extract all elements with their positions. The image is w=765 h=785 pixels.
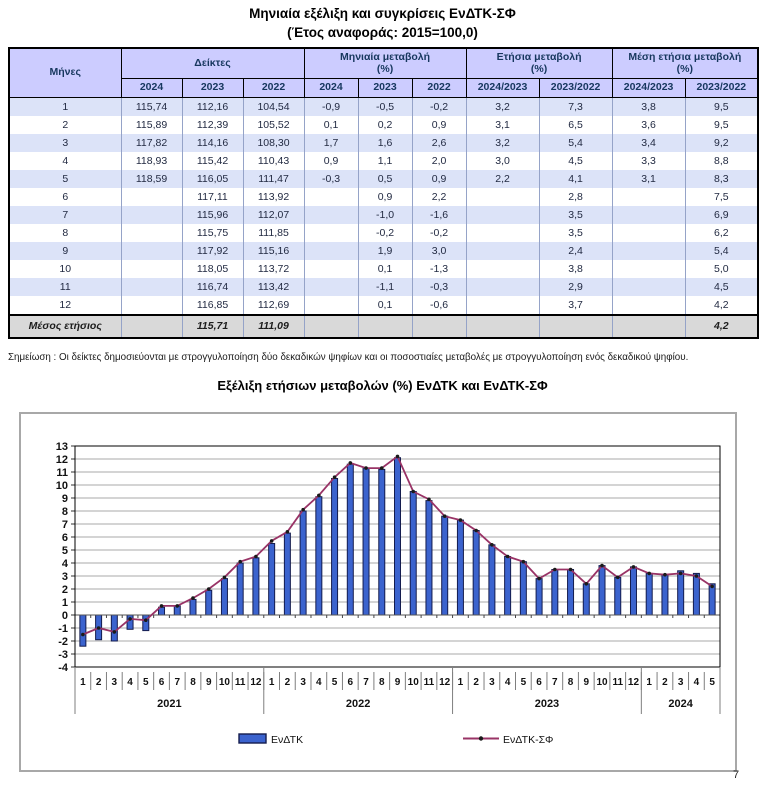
month-cell: 7 xyxy=(9,206,121,224)
bars-series xyxy=(80,458,715,647)
svg-text:4: 4 xyxy=(61,557,68,570)
value-cell: 3,3 xyxy=(612,152,685,170)
legend-bar-swatch xyxy=(239,734,266,743)
value-cell: 0,1 xyxy=(358,296,412,315)
value-cell: 116,85 xyxy=(182,296,243,315)
value-cell: 3,1 xyxy=(466,116,539,134)
value-cell: -0,2 xyxy=(412,97,466,116)
table-footer xyxy=(9,315,758,338)
value-cell: 2,8 xyxy=(539,188,612,206)
svg-text:12: 12 xyxy=(627,677,640,688)
footer-value-cell xyxy=(121,315,182,338)
y-axis-labels xyxy=(56,441,75,674)
table-row xyxy=(9,152,758,170)
value-cell xyxy=(612,260,685,278)
svg-text:1: 1 xyxy=(61,596,68,609)
month-cell: 12 xyxy=(9,296,121,315)
month-cell: 3 xyxy=(9,134,121,152)
svg-text:10: 10 xyxy=(55,479,68,492)
col-group-avg-annual-change: Μέση ετήσια μεταβολή (%) xyxy=(612,48,758,78)
svg-text:5: 5 xyxy=(61,544,68,557)
value-cell: 8,8 xyxy=(685,152,758,170)
svg-text:6: 6 xyxy=(61,531,68,544)
svg-text:9: 9 xyxy=(583,677,590,688)
value-cell: 115,89 xyxy=(121,116,182,134)
zero-axis xyxy=(75,615,720,618)
value-cell xyxy=(466,278,539,296)
value-cell xyxy=(612,188,685,206)
footer-value-cell xyxy=(612,315,685,338)
svg-text:7: 7 xyxy=(552,677,558,688)
month-cell: 2 xyxy=(9,116,121,134)
value-cell: 1,7 xyxy=(304,134,358,152)
legend-bar-label: ΕνΔΤΚ xyxy=(271,734,304,746)
month-cell: 5 xyxy=(9,170,121,188)
value-cell: 1,9 xyxy=(358,242,412,260)
svg-text:11: 11 xyxy=(423,677,435,688)
footer-label-cell: Μέσος ετήσιος xyxy=(9,315,121,338)
footer-value-cell xyxy=(466,315,539,338)
svg-text:2021: 2021 xyxy=(157,698,182,710)
value-cell: 9,5 xyxy=(685,97,758,116)
value-cell: 115,16 xyxy=(243,242,304,260)
svg-text:6: 6 xyxy=(347,677,354,688)
value-cell: 0,9 xyxy=(358,188,412,206)
value-cell: 2,4 xyxy=(539,242,612,260)
value-cell xyxy=(612,224,685,242)
value-cell: -0,5 xyxy=(358,97,412,116)
svg-text:10: 10 xyxy=(407,677,419,688)
value-cell xyxy=(304,242,358,260)
subcol-year: 2022 xyxy=(412,78,466,97)
svg-text:3: 3 xyxy=(300,677,306,688)
value-cell: -1,0 xyxy=(358,206,412,224)
value-cell: 6,2 xyxy=(685,224,758,242)
value-cell xyxy=(121,242,182,260)
value-cell: 3,1 xyxy=(612,170,685,188)
value-cell: 115,42 xyxy=(182,152,243,170)
value-cell: 0,1 xyxy=(304,116,358,134)
footer-value-cell: 111,09 xyxy=(243,315,304,338)
value-cell: 4,5 xyxy=(685,278,758,296)
value-cell: 111,47 xyxy=(243,170,304,188)
value-cell xyxy=(121,206,182,224)
svg-text:-3: -3 xyxy=(58,648,68,661)
month-cell: 9 xyxy=(9,242,121,260)
month-cell: 4 xyxy=(9,152,121,170)
value-cell: 2,9 xyxy=(539,278,612,296)
value-cell: 3,5 xyxy=(539,224,612,242)
value-cell: 114,16 xyxy=(182,134,243,152)
subcol-year-ratio: 2023/2022 xyxy=(685,78,758,97)
svg-text:3: 3 xyxy=(111,677,118,688)
indices-table xyxy=(8,47,759,339)
footer-value-cell xyxy=(304,315,358,338)
svg-text:2: 2 xyxy=(662,677,668,688)
svg-text:2: 2 xyxy=(473,677,479,688)
svg-text:4: 4 xyxy=(693,677,700,688)
value-cell: 6,9 xyxy=(685,206,758,224)
svg-text:12: 12 xyxy=(55,453,68,466)
value-cell: 7,3 xyxy=(539,97,612,116)
value-cell xyxy=(121,278,182,296)
subcol-year-ratio: 2023/2022 xyxy=(539,78,612,97)
table-footer-row xyxy=(9,315,758,338)
svg-text:8: 8 xyxy=(190,677,196,688)
subcol-year-ratio: 2024/2023 xyxy=(612,78,685,97)
svg-text:11: 11 xyxy=(612,677,624,688)
page-number: 7 xyxy=(733,769,740,781)
subcol-year: 2023 xyxy=(358,78,412,97)
table-row xyxy=(9,296,758,315)
svg-text:-1: -1 xyxy=(58,622,68,635)
svg-text:3: 3 xyxy=(489,677,495,688)
svg-text:4: 4 xyxy=(127,677,133,688)
value-cell: 7,5 xyxy=(685,188,758,206)
subcol-year: 2024 xyxy=(121,78,182,97)
svg-text:-4: -4 xyxy=(58,661,68,674)
value-cell: 3,7 xyxy=(539,296,612,315)
table-note: Σημείωση : Οι δείκτες δημοσιεύονται με στρογγυλοποίηση δύο δεκαδικών ψηφίων και οι ποσοστιαίες μεταβολές με στρογγυλοποίηση ενός δεκαδικού ψηφίου. xyxy=(8,352,689,363)
svg-text:10: 10 xyxy=(218,677,231,688)
value-cell: 118,59 xyxy=(121,170,182,188)
table-row xyxy=(9,97,758,116)
value-cell xyxy=(304,206,358,224)
value-cell xyxy=(466,242,539,260)
svg-text:1: 1 xyxy=(268,677,275,688)
value-cell xyxy=(304,188,358,206)
value-cell: 5,4 xyxy=(685,242,758,260)
month-cell: 6 xyxy=(9,188,121,206)
svg-text:10: 10 xyxy=(596,677,608,688)
value-cell: -1,1 xyxy=(358,278,412,296)
value-cell: 9,5 xyxy=(685,116,758,134)
svg-text:2: 2 xyxy=(284,677,291,688)
svg-text:9: 9 xyxy=(61,492,68,505)
table-body xyxy=(9,97,758,315)
subcol-year-ratio: 2024/2023 xyxy=(466,78,539,97)
svg-text:1: 1 xyxy=(457,677,464,688)
table-row xyxy=(9,224,758,242)
value-cell: 3,8 xyxy=(612,97,685,116)
svg-text:6: 6 xyxy=(536,677,542,688)
value-cell: 0,1 xyxy=(358,260,412,278)
table-row xyxy=(9,188,758,206)
value-cell xyxy=(466,188,539,206)
value-cell: 115,74 xyxy=(121,97,182,116)
value-cell: 117,11 xyxy=(182,188,243,206)
value-cell: 113,72 xyxy=(243,260,304,278)
value-cell: 1,6 xyxy=(358,134,412,152)
value-cell: 8,3 xyxy=(685,170,758,188)
svg-text:7: 7 xyxy=(61,518,68,531)
subcol-year: 2024 xyxy=(304,78,358,97)
month-cell: 1 xyxy=(9,97,121,116)
col-group-monthly-change: Μηνιαία μεταβολή (%) xyxy=(304,48,466,78)
value-cell: 108,30 xyxy=(243,134,304,152)
title-line1: Μηνιαία εξέλιξη και συγκρίσεις ΕνΔΤΚ-ΣΦ xyxy=(249,6,516,21)
svg-text:-2: -2 xyxy=(58,635,68,648)
footer-value-cell xyxy=(412,315,466,338)
value-cell xyxy=(466,224,539,242)
svg-text:1: 1 xyxy=(646,677,652,688)
value-cell xyxy=(466,206,539,224)
value-cell: 118,05 xyxy=(182,260,243,278)
value-cell: 113,92 xyxy=(243,188,304,206)
value-cell xyxy=(466,296,539,315)
value-cell xyxy=(612,296,685,315)
col-group-annual-change: Ετήσια μεταβολή (%) xyxy=(466,48,612,78)
value-cell: -1,3 xyxy=(412,260,466,278)
value-cell: 3,5 xyxy=(539,206,612,224)
table-row xyxy=(9,134,758,152)
month-cell: 8 xyxy=(9,224,121,242)
value-cell: -0,2 xyxy=(412,224,466,242)
value-cell: 9,2 xyxy=(685,134,758,152)
value-cell: 0,9 xyxy=(412,116,466,134)
value-cell: 3,0 xyxy=(466,152,539,170)
svg-text:2: 2 xyxy=(95,677,102,688)
value-cell: 1,1 xyxy=(358,152,412,170)
svg-text:9: 9 xyxy=(205,677,212,688)
value-cell: 112,07 xyxy=(243,206,304,224)
svg-text:11: 11 xyxy=(234,677,246,688)
title-line2: (Έτος αναφοράς: 2015=100,0) xyxy=(287,24,478,40)
svg-text:3: 3 xyxy=(677,677,684,688)
svg-text:11: 11 xyxy=(56,466,68,479)
value-cell xyxy=(304,278,358,296)
svg-text:1: 1 xyxy=(80,677,86,688)
value-cell: 111,85 xyxy=(243,224,304,242)
value-cell: 6,5 xyxy=(539,116,612,134)
svg-text:13: 13 xyxy=(55,440,68,453)
value-cell: 0,5 xyxy=(358,170,412,188)
chart-container xyxy=(19,412,737,772)
value-cell: 3,4 xyxy=(612,134,685,152)
value-cell: -0,3 xyxy=(304,170,358,188)
table-row xyxy=(9,260,758,278)
value-cell: 112,39 xyxy=(182,116,243,134)
value-cell: 112,69 xyxy=(243,296,304,315)
value-cell: 3,6 xyxy=(612,116,685,134)
value-cell xyxy=(304,260,358,278)
svg-text:2023: 2023 xyxy=(534,698,560,710)
svg-text:7: 7 xyxy=(363,677,369,688)
footer-value-cell xyxy=(358,315,412,338)
svg-text:3: 3 xyxy=(61,570,68,583)
svg-text:5: 5 xyxy=(520,677,527,688)
svg-text:8: 8 xyxy=(567,677,574,688)
svg-text:9: 9 xyxy=(394,677,401,688)
value-cell: -0,6 xyxy=(412,296,466,315)
value-cell xyxy=(121,296,182,315)
value-cell: 5,4 xyxy=(539,134,612,152)
value-cell: 110,43 xyxy=(243,152,304,170)
table-header xyxy=(9,48,758,97)
value-cell: 115,75 xyxy=(182,224,243,242)
value-cell xyxy=(466,260,539,278)
table-row xyxy=(9,116,758,134)
svg-text:7: 7 xyxy=(174,677,181,688)
value-cell: 113,42 xyxy=(243,278,304,296)
value-cell: 116,05 xyxy=(182,170,243,188)
value-cell xyxy=(121,260,182,278)
x-axis-year-labels xyxy=(75,668,720,714)
footer-value-cell xyxy=(539,315,612,338)
value-cell: 3,8 xyxy=(539,260,612,278)
value-cell: 0,2 xyxy=(358,116,412,134)
svg-text:12: 12 xyxy=(250,677,262,688)
value-cell: 0,9 xyxy=(304,152,358,170)
value-cell: 3,2 xyxy=(466,97,539,116)
value-cell: 117,82 xyxy=(121,134,182,152)
table-row xyxy=(9,278,758,296)
col-group-indices: Δείκτες xyxy=(121,48,304,78)
svg-text:2022: 2022 xyxy=(345,698,371,710)
x-axis-month-labels xyxy=(75,672,720,690)
chart-title: Εξέλιξη ετήσιων μεταβολών (%) ΕνΔΤΚ και ΕνΔΤΚ-ΣΦ xyxy=(217,378,548,393)
svg-text:12: 12 xyxy=(439,677,451,688)
svg-text:4: 4 xyxy=(504,677,511,688)
svg-text:5: 5 xyxy=(709,677,715,688)
svg-text:0: 0 xyxy=(61,609,68,622)
value-cell xyxy=(612,278,685,296)
month-cell: 10 xyxy=(9,260,121,278)
value-cell: -1,6 xyxy=(412,206,466,224)
value-cell: 115,96 xyxy=(182,206,243,224)
svg-text:2024: 2024 xyxy=(668,698,693,710)
value-cell: 4,1 xyxy=(539,170,612,188)
svg-text:8: 8 xyxy=(61,505,68,518)
annual-change-chart xyxy=(21,414,735,770)
value-cell: 4,2 xyxy=(685,296,758,315)
value-cell xyxy=(612,242,685,260)
value-cell xyxy=(121,188,182,206)
value-cell: 3,0 xyxy=(412,242,466,260)
value-cell: 2,2 xyxy=(466,170,539,188)
subcol-year: 2022 xyxy=(243,78,304,97)
svg-text:5: 5 xyxy=(143,677,149,688)
table-row xyxy=(9,206,758,224)
value-cell: 118,93 xyxy=(121,152,182,170)
value-cell xyxy=(304,224,358,242)
legend-line-label: ΕνΔΤΚ-ΣΦ xyxy=(503,734,554,746)
svg-text:8: 8 xyxy=(378,677,385,688)
value-cell: 116,74 xyxy=(182,278,243,296)
value-cell: -0,2 xyxy=(358,224,412,242)
month-cell: 11 xyxy=(9,278,121,296)
value-cell: 2,2 xyxy=(412,188,466,206)
value-cell: 104,54 xyxy=(243,97,304,116)
value-cell: 2,0 xyxy=(412,152,466,170)
value-cell: 105,52 xyxy=(243,116,304,134)
table-row xyxy=(9,170,758,188)
svg-text:2: 2 xyxy=(61,583,68,596)
svg-text:4: 4 xyxy=(316,677,322,688)
value-cell: -0,3 xyxy=(412,278,466,296)
col-header-months: Μήνες xyxy=(9,48,121,97)
table-subheader xyxy=(9,78,758,97)
svg-text:5: 5 xyxy=(331,677,338,688)
table-row xyxy=(9,242,758,260)
value-cell: -0,9 xyxy=(304,97,358,116)
value-cell: 112,16 xyxy=(182,97,243,116)
svg-text:6: 6 xyxy=(158,677,165,688)
value-cell xyxy=(304,296,358,315)
value-cell xyxy=(612,206,685,224)
document-title xyxy=(0,5,765,43)
chart-legend xyxy=(239,734,553,746)
value-cell xyxy=(121,224,182,242)
value-cell: 3,2 xyxy=(466,134,539,152)
subcol-year: 2023 xyxy=(182,78,243,97)
value-cell: 4,5 xyxy=(539,152,612,170)
value-cell: 2,6 xyxy=(412,134,466,152)
footer-value-cell: 115,71 xyxy=(182,315,243,338)
value-cell: 0,9 xyxy=(412,170,466,188)
value-cell: 117,92 xyxy=(182,242,243,260)
footer-value-cell: 4,2 xyxy=(685,315,758,338)
value-cell: 5,0 xyxy=(685,260,758,278)
